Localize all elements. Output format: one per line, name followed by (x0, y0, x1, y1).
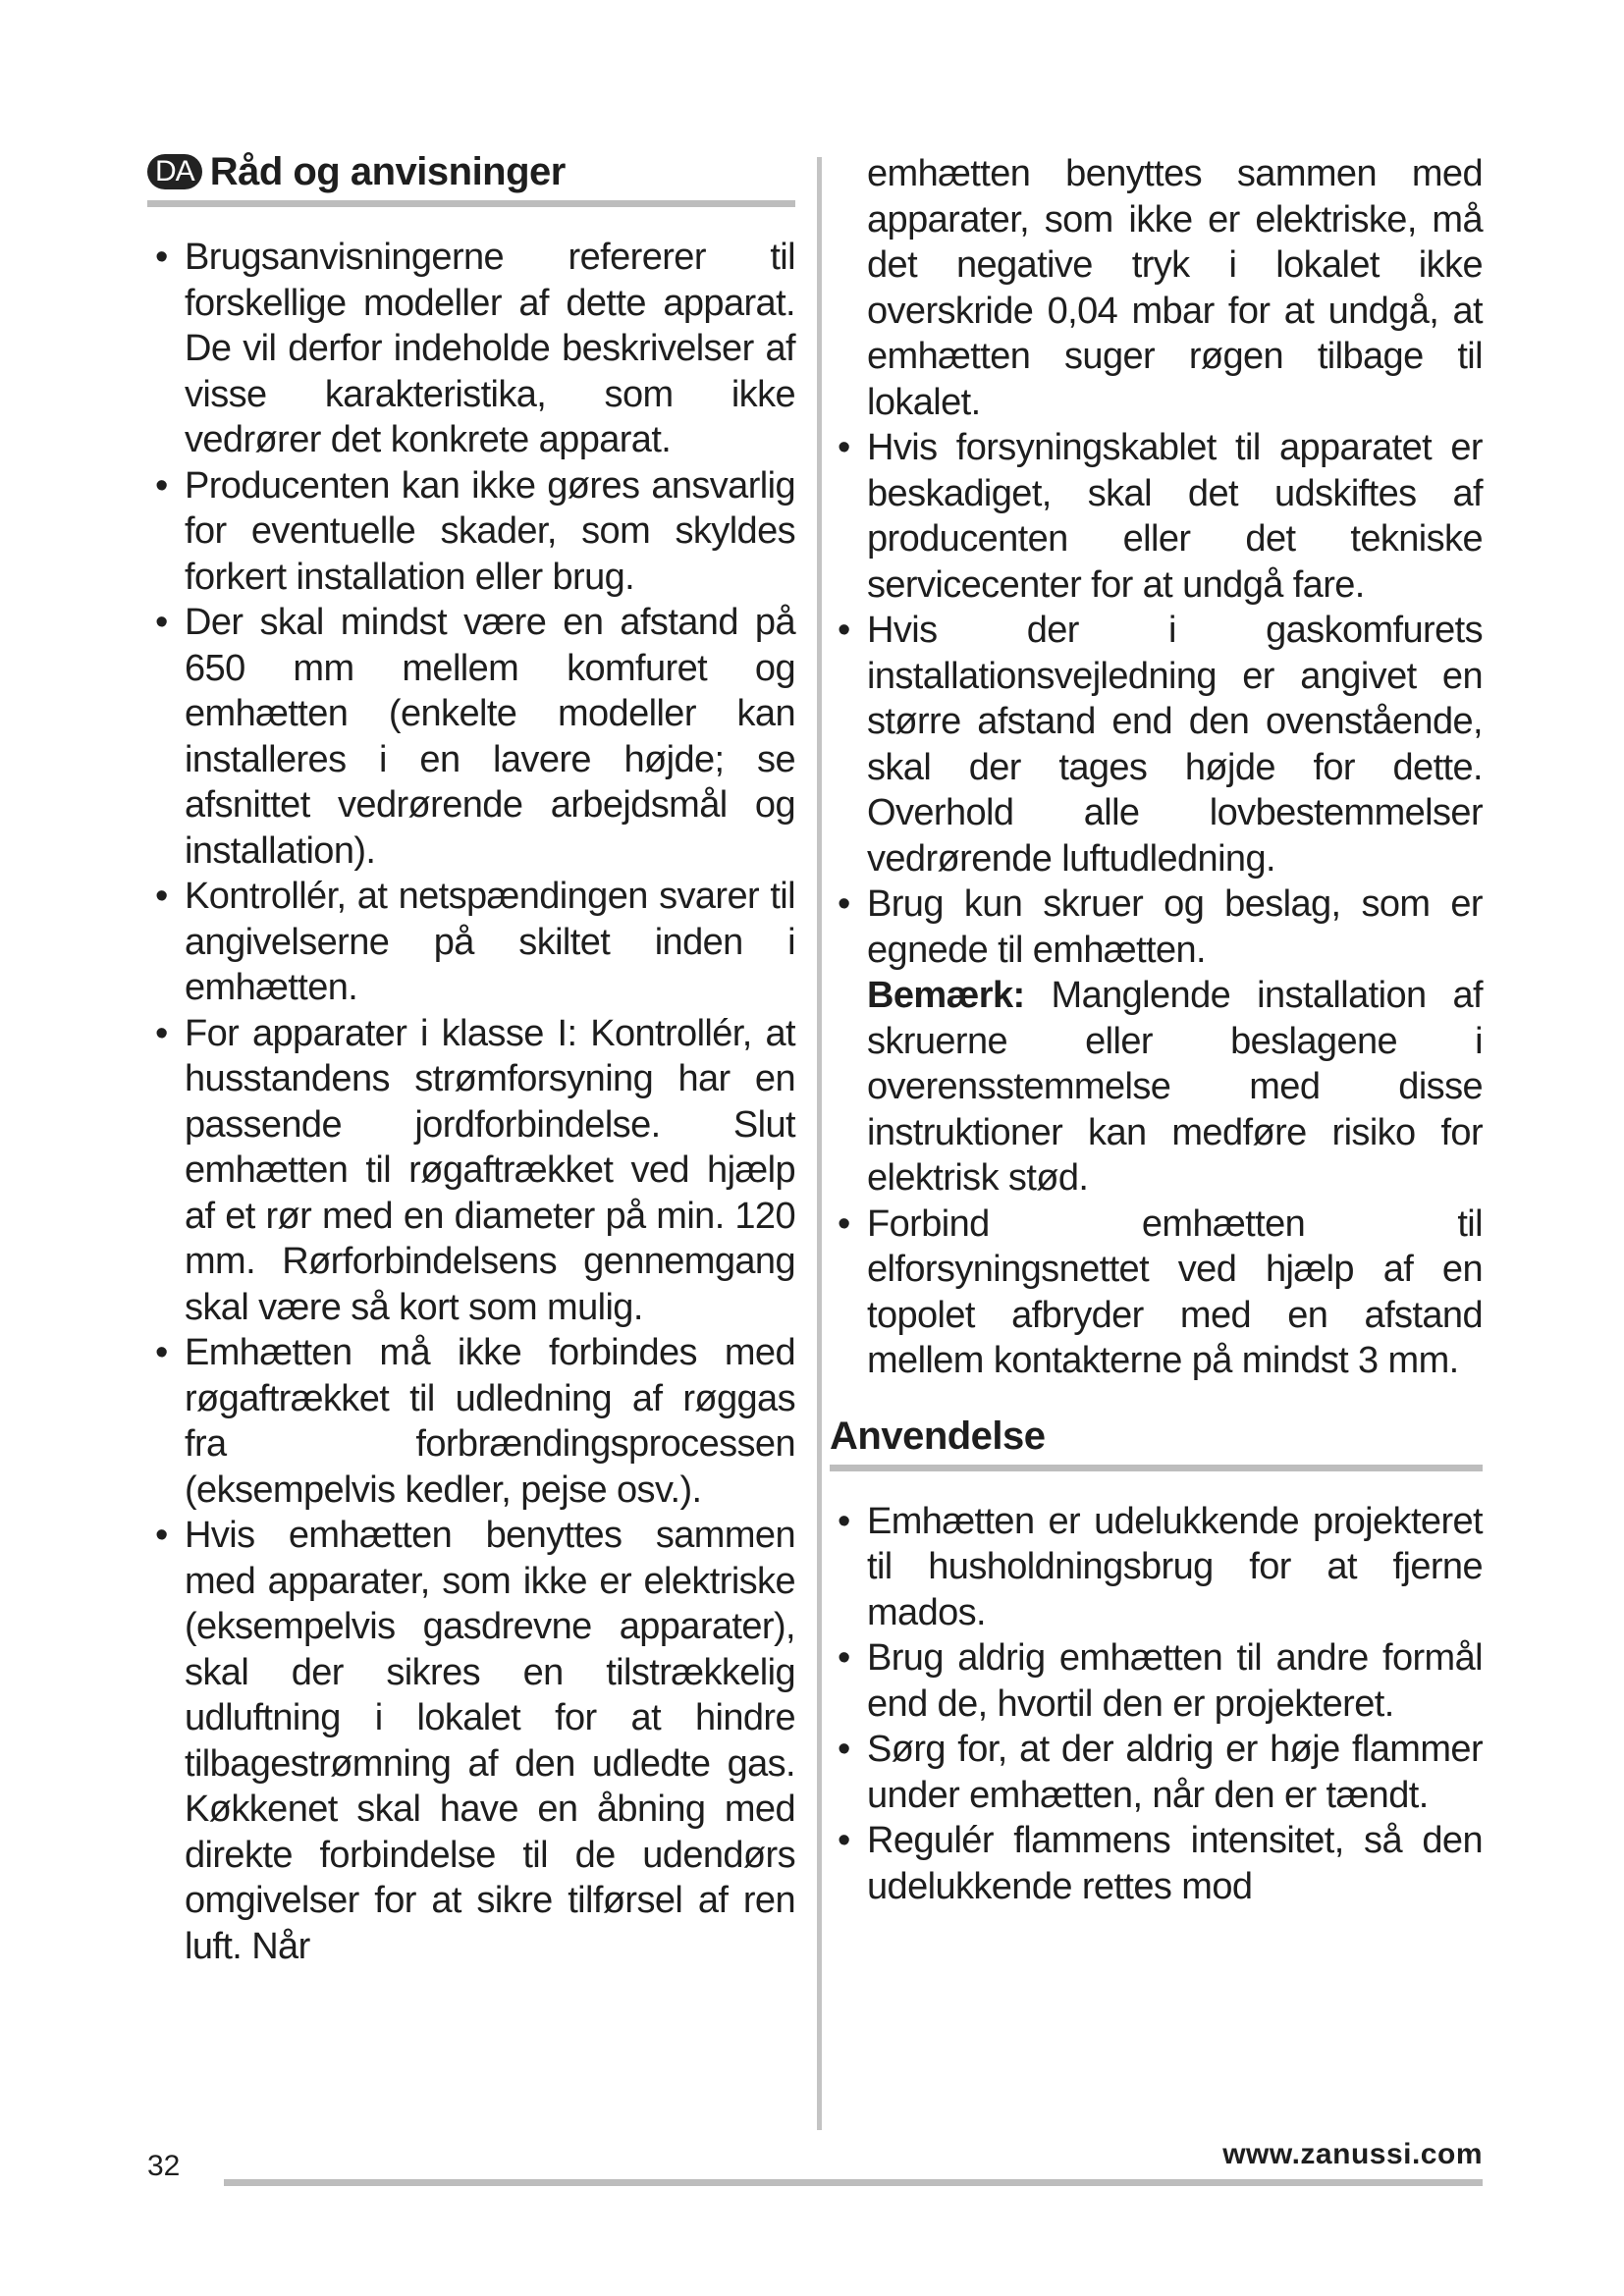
note-label: Bemærk: (867, 975, 1025, 1016)
list-item: • Forbind emhætten til elforsyningsnettet ved hjælp af en topolet afbryder med en afstand mellem kontakterne på mindst 3 mm. (830, 1201, 1483, 1384)
note-text: Manglende installation af skruerne eller beslagene i overensstemmelse med disse instruktioner kan medføre risiko for elektrisk stød. (867, 975, 1483, 1199)
advice-list-continued (830, 425, 1483, 1384)
left-column (147, 147, 795, 1969)
page-footer (0, 2130, 1624, 2209)
list-item: • Emhætten må ikke forbindes med røgaftrækket til udledning af røggas fra forbrændingsprocessen (eksempelvis kedler, pejse osv.). (147, 1330, 795, 1513)
list-item: • For apparater i klasse I: Kontrollér, at husstandens strømforsyning har en passende jordforbindelse. Slut emhætten til røgaftrækket ved hjælp af et rør med en diameter på min. 120 mm. Rørforbindelsens gennemgang skal være så kort som mulig. (147, 1011, 795, 1331)
section-title: Råd og anvisninger (209, 150, 566, 193)
advice-list (147, 235, 795, 1969)
header-rule (830, 1465, 1483, 1471)
note (867, 973, 1483, 1201)
language-badge: DA (147, 154, 202, 189)
list-item: • Der skal mindst være en afstand på 650 mm mellem komfuret og emhætten (enkelte modeller kan installeres i en lavere højde; se afsnittet vedrørende arbejdsmål og installation). (147, 600, 795, 874)
footer-rule (224, 2179, 1483, 2186)
column-divider (817, 157, 822, 2130)
list-item: • Hvis forsyningskablet til apparatet er beskadiget, skal det udskiftes af producenten eller det tekniske servicecenter for at undgå fare. (830, 425, 1483, 608)
section-header-usage (830, 1412, 1483, 1471)
right-column (830, 151, 1483, 1909)
list-item: • Hvis der i gaskomfurets installationsvejledning er angivet en større afstand end den ovenstående, skal der tages højde for dette. Overhold alle lovbestemmelser vedrørende luftudledning. (830, 608, 1483, 881)
list-item: • Producenten kan ikke gøres ansvarlig for eventuelle skader, som skyldes forkert installation eller brug. (147, 463, 795, 601)
list-item-text: Brug kun skruer og beslag, som er egnede til emhætten. (867, 883, 1483, 971)
list-item (830, 881, 1483, 1201)
section-title: Anvendelse (830, 1414, 1046, 1458)
list-item: • Emhætten er udelukkende projekteret til husholdningsbrug for at fjerne mados. (830, 1499, 1483, 1636)
list-item: • Kontrollér, at netspændingen svarer til angivelserne på skiltet inden i emhætten. (147, 874, 795, 1011)
list-item: • Brugsanvisningerne refererer til forskellige modeller af dette apparat. De vil derfor indeholde beskrivelser af visse karakteristika, som ikke vedrører det konkrete apparat. (147, 235, 795, 463)
list-item: • Sørg for, at der aldrig er høje flammer under emhætten, når den er tændt. (830, 1727, 1483, 1818)
usage-list (830, 1499, 1483, 1910)
website-url: www.zanussi.com (1222, 2138, 1483, 2170)
continued-text: emhætten benyttes sammen med apparater, som ikke er elektriske, må det negative tryk i lokalet ikke overskride 0,04 mbar for at undgå, at emhætten suger røgen tilbage til lokalet. (867, 153, 1483, 423)
list-item: • Regulér flammens intensitet, så den udelukkende rettes mod (830, 1818, 1483, 1909)
header-rule (147, 200, 795, 207)
page-number: 32 (147, 2150, 181, 2182)
section-header-advice (147, 147, 795, 207)
list-item: • Hvis emhætten benyttes sammen med apparater, som ikke er elektriske (eksempelvis gasdrevne apparater), skal der sikres en tilstrækkelig udluftning i lokalet for at hindre tilbagestrømning af den udledte gas. Køkkenet skal have en åbning med direkte forbindelse til de udendørs omgivelser for at sikre tilførsel af ren luft. Når (147, 1513, 795, 1969)
section-title-row (147, 147, 795, 196)
list-item: • Brug aldrig emhætten til andre formål end de, hvortil den er projekteret. (830, 1635, 1483, 1727)
